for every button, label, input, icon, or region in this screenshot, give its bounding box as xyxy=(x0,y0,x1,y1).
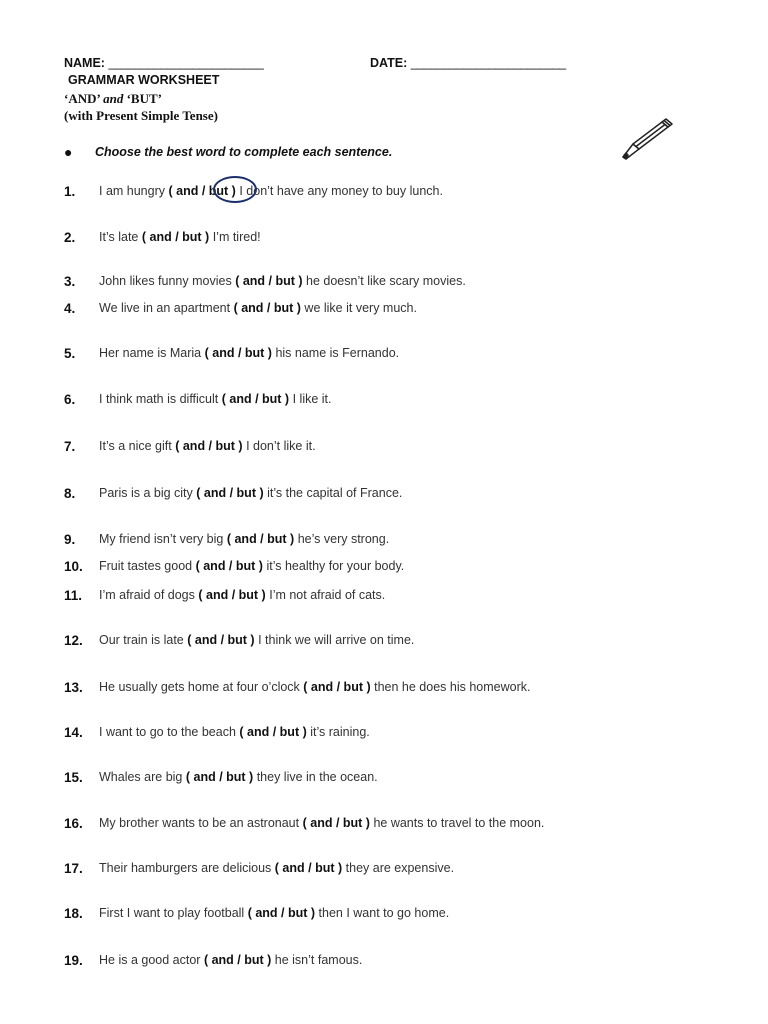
question-sentence xyxy=(99,230,261,244)
question-sentence xyxy=(99,559,404,573)
conjunction-choice[interactable]: ( and / but ) xyxy=(204,346,272,360)
sentence-end: they are expensive. xyxy=(345,861,455,875)
question-number: 14. xyxy=(64,725,83,740)
question-number: 17. xyxy=(64,861,83,876)
question-sentence xyxy=(99,439,316,453)
sentence-start: Paris is a big city xyxy=(99,486,193,500)
sentence-end: I think we will arrive on time. xyxy=(258,633,415,647)
sentence-start: Her name is Maria xyxy=(99,346,202,360)
conjunction-choice[interactable]: ( and / but ) xyxy=(141,230,210,244)
sentence-start: I’m afraid of dogs xyxy=(99,588,195,602)
sentence-start: My friend isn’t very big xyxy=(99,532,224,546)
name-label: NAME: xyxy=(64,56,105,70)
sentence-start: It’s a nice gift xyxy=(99,439,172,453)
sentence-start: John likes funny movies xyxy=(99,274,232,288)
question-number: 10. xyxy=(64,559,83,574)
conjunction-choice[interactable]: ( and / but ) xyxy=(185,770,254,784)
sentence-end: it’s healthy for your body. xyxy=(266,559,405,573)
question-number: 7. xyxy=(64,439,76,454)
sentence-end: I don’t have any money to buy lunch. xyxy=(239,184,443,198)
subtitle-and: ‘AND’ xyxy=(64,91,100,106)
question-number: 13. xyxy=(64,680,83,695)
date-field[interactable]: ________________________ xyxy=(410,56,566,70)
sentence-end: I don’t like it. xyxy=(246,439,316,453)
question-number: 3. xyxy=(64,274,76,289)
sentence-end: it’s the capital of France. xyxy=(267,486,403,500)
question-number: 18. xyxy=(64,906,83,921)
conjunction-choice[interactable]: ( and / but ) xyxy=(187,633,255,647)
conjunction-choice[interactable]: ( and / but ) xyxy=(247,906,316,920)
sentence-start: I think math is difficult xyxy=(99,392,219,406)
conjunction-choice[interactable]: ( and / but ) xyxy=(168,184,236,198)
question-sentence xyxy=(99,486,402,500)
sentence-end: his name is Fernando. xyxy=(275,346,400,360)
question-sentence xyxy=(99,184,443,198)
question-sentence xyxy=(99,906,449,920)
sentence-start: It’s late xyxy=(99,230,139,244)
conjunction-choice[interactable]: ( and / but ) xyxy=(303,680,371,694)
question-number: 6. xyxy=(64,392,76,407)
conjunction-choice[interactable]: ( and / but ) xyxy=(274,861,343,875)
subtitle-but: ‘BUT’ xyxy=(126,91,162,106)
question-number: 8. xyxy=(64,486,76,501)
sentence-start: My brother wants to be an astronaut xyxy=(99,816,300,830)
question-sentence xyxy=(99,725,370,739)
sentence-start: I am hungry xyxy=(99,184,166,198)
sentence-start: First I want to play football xyxy=(99,906,245,920)
sentence-end: he isn’t famous. xyxy=(274,953,363,967)
conjunction-choice[interactable]: ( and / but ) xyxy=(196,486,264,500)
sentence-start: Their hamburgers are delicious xyxy=(99,861,272,875)
sentence-end: then I want to go home. xyxy=(318,906,450,920)
subtitle-connector: and xyxy=(103,91,124,106)
conjunction-choice[interactable]: ( and / but ) xyxy=(226,532,295,546)
question-number: 15. xyxy=(64,770,83,785)
sentence-end: I’m not afraid of cats. xyxy=(269,588,386,602)
date-label: DATE: xyxy=(370,56,408,70)
conjunction-choice[interactable]: ( and / but ) xyxy=(198,588,266,602)
question-sentence xyxy=(99,532,389,546)
conjunction-choice[interactable]: ( and / but ) xyxy=(239,725,307,739)
question-sentence xyxy=(99,301,417,315)
sentence-end: he doesn’t like scary movies. xyxy=(306,274,466,288)
sentence-end: he’s very strong. xyxy=(297,532,390,546)
question-number: 11. xyxy=(64,588,83,603)
question-number: 9. xyxy=(64,532,76,547)
question-number: 2. xyxy=(64,230,76,245)
question-sentence xyxy=(99,392,332,406)
bullet-icon: ● xyxy=(64,144,73,160)
conjunction-choice[interactable]: ( and / but ) xyxy=(233,301,301,315)
date-line xyxy=(370,56,566,70)
conjunction-choice[interactable]: ( and / but ) xyxy=(175,439,243,453)
sentence-end: I’m tired! xyxy=(212,230,261,244)
answer-circle-mark xyxy=(213,176,257,203)
sentence-end: then he does his homework. xyxy=(374,680,531,694)
conjunction-choice[interactable]: ( and / but ) xyxy=(203,953,272,967)
question-number: 4. xyxy=(64,301,76,316)
question-sentence xyxy=(99,633,414,647)
conjunction-choice[interactable]: ( and / but ) xyxy=(221,392,290,406)
question-number: 16. xyxy=(64,816,83,831)
worksheet-tense-note: (with Present Simple Tense) xyxy=(64,108,218,123)
sentence-start: Whales are big xyxy=(99,770,183,784)
worksheet-subtitle xyxy=(64,91,162,107)
worksheet-title: GRAMMAR WORKSHEET xyxy=(68,73,220,87)
sentence-end: we like it very much. xyxy=(304,301,417,315)
question-sentence xyxy=(99,588,385,602)
conjunction-choice[interactable]: ( and / but ) xyxy=(235,274,303,288)
question-number: 19. xyxy=(64,953,83,968)
question-number: 5. xyxy=(64,346,76,361)
instruction-text: Choose the best word to complete each sentence. xyxy=(95,145,393,159)
question-sentence xyxy=(99,346,399,360)
sentence-start: Fruit tastes good xyxy=(99,559,193,573)
pencil-icon xyxy=(620,118,676,162)
name-field[interactable]: ________________________ xyxy=(108,56,264,70)
sentence-end: it’s raining. xyxy=(310,725,370,739)
question-sentence xyxy=(99,816,544,830)
sentence-start: He usually gets home at four o’clock xyxy=(99,680,300,694)
question-number: 12. xyxy=(64,633,83,648)
question-sentence xyxy=(99,770,378,784)
sentence-start: Our train is late xyxy=(99,633,184,647)
question-sentence xyxy=(99,861,454,875)
question-sentence xyxy=(99,953,362,967)
name-line xyxy=(64,56,263,70)
sentence-start: We live in an apartment xyxy=(99,301,231,315)
sentence-end: I like it. xyxy=(292,392,332,406)
sentence-end: they live in the ocean. xyxy=(256,770,378,784)
conjunction-choice[interactable]: ( and / but ) xyxy=(195,559,263,573)
sentence-start: I want to go to the beach xyxy=(99,725,236,739)
sentence-end: he wants to travel to the moon. xyxy=(373,816,545,830)
conjunction-choice[interactable]: ( and / but ) xyxy=(302,816,370,830)
question-number: 1. xyxy=(64,184,76,199)
sentence-start: He is a good actor xyxy=(99,953,201,967)
question-sentence xyxy=(99,680,530,694)
question-sentence xyxy=(99,274,466,288)
